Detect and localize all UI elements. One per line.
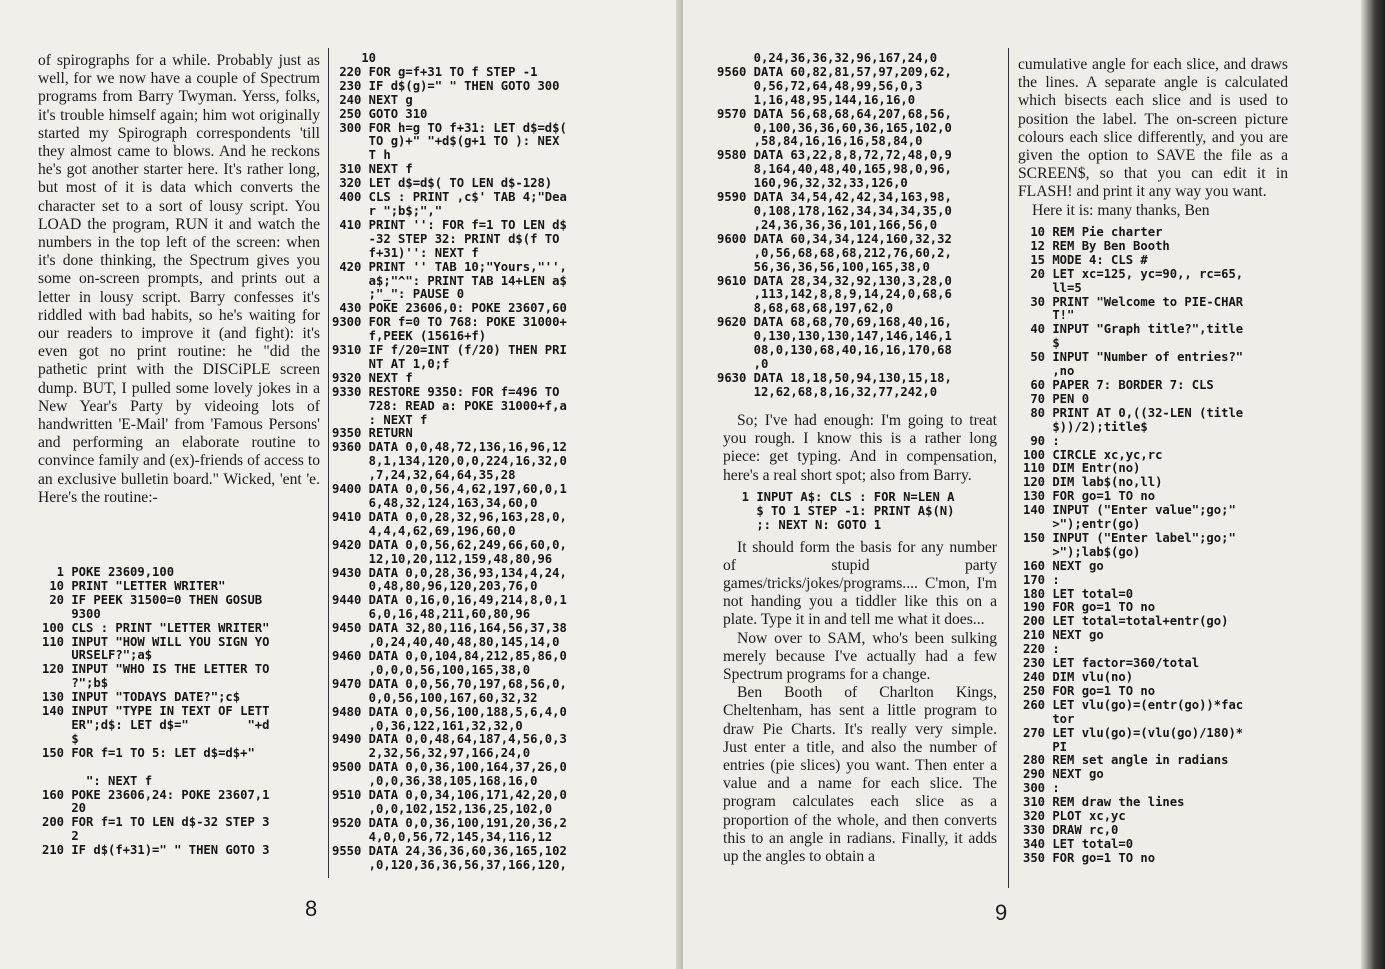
code-line: 08,0,130,68,40,16,16,170,68: [717, 343, 952, 358]
code-line: 9620 DATA 68,68,70,69,168,40,16,: [717, 315, 952, 330]
code-line: 9580 DATA 63,22,8,8,72,72,48,0,9: [717, 148, 952, 163]
code-line: 40 INPUT "Graph title?",title: [1023, 322, 1244, 337]
code-line: 9600 DATA 60,34,34,124,160,32,32: [717, 231, 952, 246]
code-line: 12 REM By Ben Booth: [1023, 238, 1170, 253]
paragraph: of spirographs for a while. Probably just as well, for we now have a couple of Spectrum programs from Barry Twyman. Yerss, folks, it's trouble himself again; him wot originally started my Spirograph correspondents 'till they almost came to blows. And he reckons he's got another starter here. It's rather long, but most of it is data which converts the character set to a sort of lousy script. You LOAD the program, RUN it and watch the numbers in the top left of the screen: when it's done thinking, the Spectrum gives you some on-screen prompts, and prints out a letter in lousy script. Barry confesses it's riddled with bad habits, so he's waiting for our readers to improve it (and fight): it's even got no print routine: he "did the pathetic print with the DISCiPLE screen dump. BUT, I pulled some lovely jokes in a New Year's Party by videoing lots of handwritten 'E-Mail' from 'Famous Persons' and performing an elaborate routine to convince family and (ex)-friends of access to an exclusive bulletin board." Wicked, 'ent 'e. Here's the routine:-: [38, 52, 320, 506]
code-line: 30 PRINT "Welcome to PIE-CHAR: [1023, 294, 1244, 309]
code-line: URSELF?";a$: [42, 648, 153, 663]
code-listing: [332, 52, 672, 872]
code-listing: [717, 52, 1007, 400]
code-line: 9300: [42, 606, 101, 621]
code-line: ,0,0,0,56,100,165,38,0: [332, 662, 531, 677]
code-listing: [727, 491, 997, 533]
code-line: >");lab$(go): [1023, 544, 1141, 559]
code-line: : NEXT f: [332, 412, 428, 427]
code-line: 270 LET vlu(go)=(vlu(go)/180)*: [1023, 725, 1244, 740]
code-line: 90 :: [1023, 433, 1060, 448]
code-line: ,113,142,8,8,9,14,24,0,68,6: [717, 287, 952, 302]
code-line: tor: [1023, 711, 1075, 726]
code-line: 9480 DATA 0,0,56,100,188,5,6,4,0: [332, 704, 567, 719]
code-line: 310 NEXT f: [332, 162, 413, 177]
code-line: 120 DIM lab$(no,ll): [1023, 475, 1163, 490]
right-page: [683, 0, 1385, 969]
code-line: 9560 DATA 60,82,81,57,97,209,62,: [717, 64, 952, 79]
left-col1-prose: [38, 52, 320, 507]
code-line: 0,24,36,36,32,96,167,24,0: [717, 51, 938, 65]
code-line: $: [1023, 336, 1060, 351]
code-line: 80 PRINT AT 0,((32-LEN (title: [1023, 405, 1244, 420]
code-line: 12,62,68,8,16,32,77,242,0: [717, 384, 938, 399]
code-line: 350 FOR go=1 TO no: [1023, 850, 1156, 865]
code-line: 160 POKE 23606,24: POKE 23607,1: [42, 787, 270, 802]
code-line: 0,108,178,162,34,34,34,35,0: [717, 203, 952, 218]
code-line: 4,4,4,62,69,196,60,0: [332, 523, 516, 538]
code-line: 9630 DATA 18,18,50,94,130,15,18,: [717, 370, 952, 385]
code-line: 160 NEXT go: [1023, 558, 1104, 573]
code-line: 2,32,56,32,97,166,24,0: [332, 746, 531, 761]
code-line: ,0,120,36,36,56,37,166,120,: [332, 857, 567, 872]
code-line: 340 LET total=0: [1023, 836, 1134, 851]
paragraph: cumulative angle for each slice, and draws the lines. A separate angle is calculated which bisects each slice and is used to position the label. The on-screen picture colours each slice differently, and you are given the option to SAVE the file as a SCREEN$, so that you can edit it in FLASH! and print it any way you want.: [1018, 56, 1288, 201]
code-line: ": NEXT f: [42, 773, 153, 788]
code-line: 2: [42, 829, 79, 844]
code-line: ,7,24,32,64,64,35,28: [332, 468, 516, 483]
code-line: ,no: [1023, 364, 1075, 379]
code-line: 260 LET vlu(go)=(entr(go))*fac: [1023, 697, 1244, 712]
code-line: [42, 761, 322, 775]
code-line: 56,36,36,56,100,165,38,0: [717, 259, 930, 274]
code-line: 70 PEN 0: [1023, 391, 1090, 406]
code-line: 9520 DATA 0,0,36,100,191,20,36,2: [332, 815, 567, 830]
code-line: 9350 RETURN: [332, 426, 413, 441]
code-line: 230 IF d$(g)=" " THEN GOTO 300: [332, 78, 560, 93]
code-line: 15 MODE 4: CLS #: [1023, 252, 1148, 267]
code-line: 310 REM draw the lines: [1023, 795, 1185, 810]
code-line: 220 FOR g=f+31 TO f STEP -1: [332, 64, 538, 79]
code-line: 210 NEXT go: [1023, 628, 1104, 643]
code-line: 10: [332, 51, 377, 65]
right-col2-prose: [1018, 56, 1288, 220]
code-line: 150 FOR f=1 TO 5: LET d$=d$+": [42, 745, 255, 760]
code-line: 9590 DATA 34,54,42,42,34,163,98,: [717, 190, 952, 205]
code-line: 320 LET d$=d$( TO LEN d$-128): [332, 176, 553, 191]
code-line: 430 POKE 23606,0: POKE 23607,60: [332, 301, 567, 316]
code-line: 110 DIM Entr(no): [1023, 461, 1141, 476]
code-line: ,0,24,40,40,48,80,145,14,0: [332, 635, 560, 650]
code-line: 8,1,134,120,0,0,224,16,32,0: [332, 454, 567, 469]
code-line: 60 PAPER 7: BORDER 7: CLS: [1023, 377, 1214, 392]
code-line: 50 INPUT "Number of entries?": [1023, 350, 1244, 365]
code-line: 330 DRAW rc,0: [1023, 822, 1119, 837]
code-line: 10 REM Pie charter: [1023, 225, 1163, 239]
code-line: ,0,36,122,161,32,32,0: [332, 718, 523, 733]
code-line: 100 CIRCLE xc,yc,rc: [1023, 447, 1163, 462]
code-line: 20 LET xc=125, yc=90,, rc=65,: [1023, 266, 1244, 281]
code-line: 0,56,72,64,48,99,56,0,3: [717, 78, 923, 93]
code-line: 20 IF PEEK 31500=0 THEN GOSUB: [42, 592, 263, 607]
right-col1-code-top: [717, 52, 1007, 400]
code-line: 9310 IF f/20=INT (f/20) THEN PRI: [332, 343, 567, 358]
code-line: 9570 DATA 56,68,68,64,207,68,56,: [717, 106, 952, 121]
code-line: a$;"^": PRINT TAB 14+LEN a$: [332, 273, 567, 288]
code-line: 9440 DATA 0,16,0,16,49,214,8,0,1: [332, 593, 567, 608]
code-line: 8,68,68,68,197,62,0: [717, 301, 894, 316]
code-line: 250 FOR go=1 TO no: [1023, 683, 1156, 698]
code-line: 160,96,32,32,33,126,0: [717, 176, 908, 191]
left-col2-code: [332, 52, 672, 872]
code-line: ,58,84,16,16,16,58,84,0: [717, 134, 923, 149]
code-line: ,0,0,36,38,105,168,16,0: [332, 774, 538, 789]
code-line: ,24,36,36,36,101,166,56,0: [717, 217, 938, 232]
right-col2-code: [1023, 226, 1343, 866]
code-line: 9510 DATA 0,0,34,106,171,42,20,0: [332, 788, 567, 803]
code-line: 10 PRINT "LETTER WRITER": [42, 578, 226, 593]
code-line: ;"_": PAUSE 0: [332, 287, 465, 302]
code-line: 240 NEXT g: [332, 92, 413, 107]
code-line: 9410 DATA 0,0,28,32,96,163,28,0,: [332, 509, 567, 524]
code-line: 9420 DATA 0,0,56,62,249,66,60,0,: [332, 537, 567, 552]
code-line: 240 DIM vlu(no): [1023, 670, 1134, 684]
code-line: $))/2);title$: [1023, 419, 1148, 434]
page-number: 9: [995, 900, 1008, 925]
code-line: ,0,0,102,152,136,25,102,0: [332, 801, 553, 816]
code-line: 130 INPUT "TODAYS DATE?";c$: [42, 690, 241, 705]
code-line: 190 FOR go=1 TO no: [1023, 600, 1156, 615]
page-edge: [1361, 0, 1385, 969]
code-line: 6,48,32,124,163,34,60,0: [332, 496, 538, 510]
paragraph: So; I've had enough: I'm going to treat you rough. I know this is a rather long piece: get typing. And in compensation, here's a real short spot; also from Barry.: [723, 412, 997, 484]
code-line: 300 :: [1023, 781, 1060, 796]
code-line: 1,16,48,95,144,16,16,0: [717, 92, 916, 107]
paragraph: Now over to SAM, who's been sulking merely because I've actually had a few Spectrum programs for a change.: [723, 629, 997, 683]
code-line: 290 NEXT go: [1023, 767, 1104, 782]
code-line: 180 LET total=0: [1023, 586, 1134, 601]
left-col1-code: [42, 566, 322, 858]
code-line: 9360 DATA 0,0,48,72,136,16,96,12: [332, 440, 567, 455]
code-line: 200 LET total=total+entr(go): [1023, 614, 1229, 629]
code-line: PI: [1023, 739, 1068, 754]
code-line: 1 POKE 23609,100: [42, 565, 175, 579]
code-line: 9500 DATA 0,0,36,100,164,37,26,0: [332, 760, 567, 775]
code-line: 420 PRINT '' TAB 10;"Yours,"'',: [332, 259, 567, 274]
code-line: r ";b$;",": [332, 203, 443, 218]
code-line: 8,164,40,48,40,165,98,0,96,: [717, 162, 952, 177]
code-line: 140 INPUT "TYPE IN TEXT OF LETT: [42, 704, 270, 719]
code-line: 170 :: [1023, 572, 1060, 587]
code-line: f+31)'': NEXT f: [332, 245, 479, 260]
code-line: 0,130,130,130,147,146,146,1: [717, 329, 952, 344]
code-line: ?";b$: [42, 676, 109, 691]
code-line: ,0: [717, 356, 769, 371]
paragraph: It should form the basis for any number of stupid party games/tricks/jokes/programs.... C'mon, I'm not handing you a tiddler like this on a plate. Type it in and tell me what it does...: [723, 538, 997, 629]
code-line: 200 FOR f=1 TO LEN d$-32 STEP 3: [42, 815, 270, 830]
code-line: 120 INPUT "WHO IS THE LETTER TO: [42, 662, 270, 677]
code-line: f,PEEK (15616+f): [332, 329, 487, 344]
code-line: -32 STEP 32: PRINT d$(f TO: [332, 231, 560, 246]
code-line: 320 PLOT xc,yc: [1023, 809, 1126, 824]
code-line: 130 FOR go=1 TO no: [1023, 489, 1156, 504]
code-line: 0,100,36,36,60,36,165,102,0: [717, 120, 952, 135]
column-rule: [328, 48, 329, 878]
paragraph: Here it is: many thanks, Ben: [1032, 201, 1210, 219]
code-line: 12,10,20,112,159,48,80,96: [332, 551, 553, 566]
code-line: 400 CLS : PRINT ,c$' TAB 4;"Dea: [332, 190, 567, 205]
code-line: T h: [332, 148, 391, 163]
code-line: ll=5: [1023, 280, 1082, 295]
code-line: 9610 DATA 28,34,32,92,130,3,28,0: [717, 273, 952, 288]
code-line: 300 FOR h=g TO f+31: LET d$=d$(: [332, 120, 567, 135]
code-line: 150 INPUT ("Enter label";go;": [1023, 530, 1236, 545]
code-line: $: [42, 731, 79, 746]
code-line: 0,48,80,96,120,203,76,0: [332, 579, 538, 594]
code-line: TO g)+" "+d$(g+1 TO ): NEX: [332, 134, 560, 149]
code-line: 9320 NEXT f: [332, 370, 413, 385]
code-line: 9330 RESTORE 9350: FOR f=496 TO: [332, 384, 560, 399]
code-line: $ TO 1 STEP -1: PRINT A$(N): [727, 503, 955, 518]
code-line: 410 PRINT '': FOR f=1 TO LEN d$: [332, 217, 567, 232]
code-line: 9470 DATA 0,0,56,70,197,68,56,0,: [332, 676, 567, 691]
code-line: 230 LET factor=360/total: [1023, 656, 1200, 671]
code-line: 0,0,56,100,167,60,32,32: [332, 690, 538, 705]
code-line: 9460 DATA 0,0,104,84,212,85,86,0: [332, 648, 567, 663]
code-line: 9430 DATA 0,0,28,36,93,134,4,24,: [332, 565, 567, 580]
code-line: 280 REM set angle in radians: [1023, 753, 1229, 768]
code-line: 9490 DATA 0,0,48,64,187,4,56,0,3: [332, 732, 567, 747]
code-line: 9550 DATA 24,36,36,60,36,165,102: [332, 843, 567, 858]
code-line: 100 CLS : PRINT "LETTER WRITER": [42, 620, 270, 635]
code-line: 9450 DATA 32,80,116,164,56,37,38: [332, 621, 567, 636]
paragraph: Ben Booth of Charlton Kings, Cheltenham, has sent a little program to draw Pie Charts. It's really very simple. Just enter a title, and also the number of entries (pie slices) you want. Then enter a value and a name for each slice. The program calculates each slice as a proportion of the whole, and then converts this to an angle in radians. Finally, it adds up the angles to obtain a: [723, 684, 997, 865]
column-rule: [1008, 48, 1009, 888]
code-line: 140 INPUT ("Enter value";go;": [1023, 503, 1236, 518]
code-line: 9300 FOR f=0 TO 768: POKE 31000+: [332, 315, 567, 330]
code-line: 9400 DATA 0,0,56,4,62,197,60,0,1: [332, 482, 567, 497]
code-line: ,0,56,68,68,68,212,76,60,2,: [717, 245, 952, 260]
left-page: [0, 0, 683, 969]
code-listing: [42, 566, 322, 858]
code-line: >");entr(go): [1023, 517, 1141, 532]
code-line: NT AT 1,0;f: [332, 356, 450, 371]
code-line: 220 :: [1023, 642, 1060, 657]
code-line: ER";d$: LET d$=" "+d: [42, 717, 270, 732]
code-line: 6,0,16,48,211,60,80,96: [332, 607, 531, 622]
code-line: 728: READ a: POKE 31000+f,a: [332, 398, 567, 413]
right-col1-prose: [723, 412, 997, 866]
code-listing: [1023, 226, 1343, 866]
code-line: ;: NEXT N: GOTO 1: [727, 517, 882, 532]
code-line: 110 INPUT "HOW WILL YOU SIGN YO: [42, 634, 270, 649]
code-line: 4,0,0,56,72,145,34,116,12: [332, 829, 553, 844]
code-line: 1 INPUT A$: CLS : FOR N=LEN A: [727, 489, 955, 504]
code-line: 210 IF d$(f+31)=" " THEN GOTO 3: [42, 843, 270, 858]
code-line: T!": [1023, 308, 1075, 323]
page-number: 8: [305, 896, 318, 921]
code-line: 20: [42, 801, 87, 816]
code-line: 250 GOTO 310: [332, 106, 428, 121]
